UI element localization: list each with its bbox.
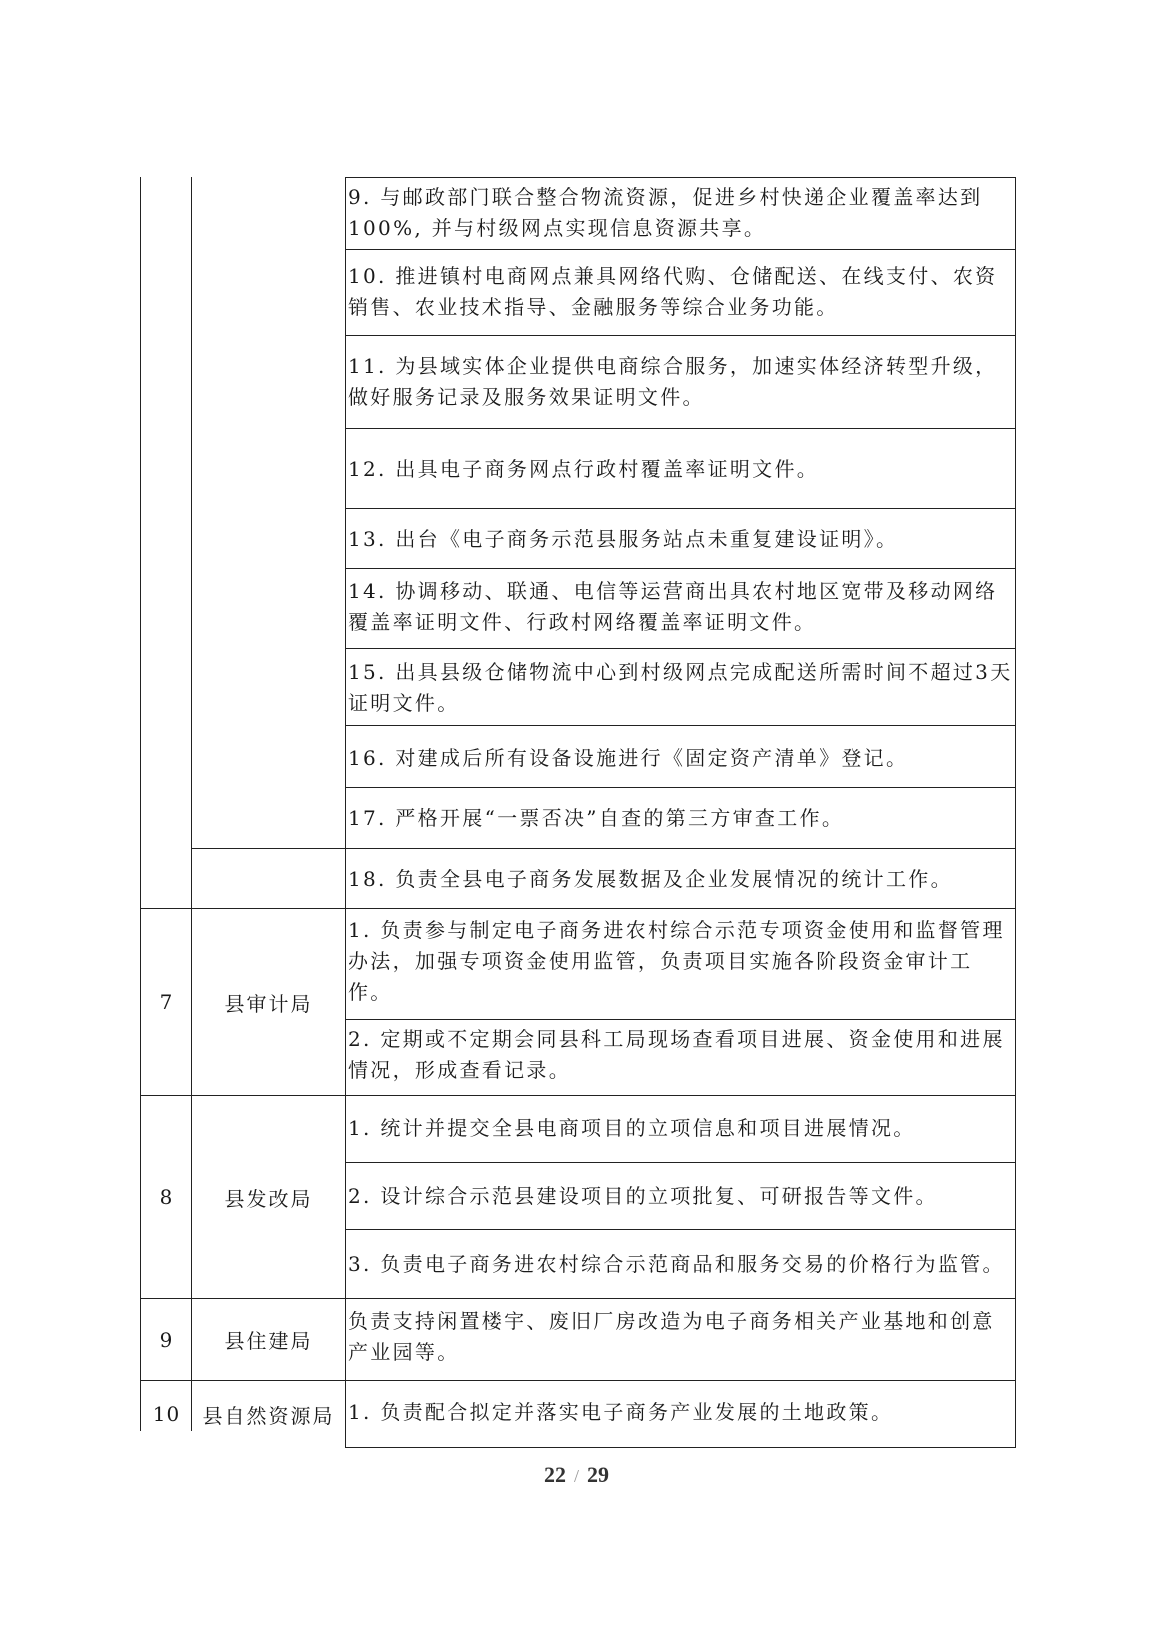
- page-separator: /: [573, 1466, 579, 1486]
- row-line: [345, 249, 1016, 250]
- table-divider-dept: [345, 177, 346, 1431]
- row-line: [345, 428, 1016, 429]
- duty-cell: 12. 出具电子商务网点行政村覆盖率证明文件。: [348, 457, 820, 481]
- duty-cell: 18. 负责全县电子商务发展数据及企业发展情况的统计工作。: [348, 867, 953, 891]
- duty-cell: 16. 对建成后所有设备设施进行《固定资产清单》登记。: [348, 746, 909, 770]
- row-line: [191, 848, 1016, 849]
- row-line: [345, 1019, 1016, 1020]
- duty-cell: 1. 负责配合拟定并落实电子商务产业发展的土地政策。: [348, 1400, 894, 1424]
- row-line: [345, 1162, 1016, 1163]
- unit-number: 7: [159, 990, 174, 1014]
- duty-cell: 17. 严格开展“一票否决”自查的第三方审查工作。: [348, 806, 845, 830]
- duty-cell: 13. 出台《电子商务示范县服务站点未重复建设证明》。: [348, 527, 899, 551]
- unit-number: 9: [159, 1327, 174, 1352]
- unit-dept: 县发改局: [224, 1186, 313, 1211]
- row-line: [345, 1229, 1016, 1230]
- row-line: [345, 787, 1016, 788]
- row-line: [345, 335, 1016, 336]
- duty-cell: 11. 为县域实体企业提供电商综合服务，加速实体经济转型升级，做好服务记录及服务效果证明文件。: [348, 354, 998, 409]
- duty-cell: 15. 出具县级仓储物流中心到村级网点完成配送所需时间不超过3天证明文件。: [348, 660, 1013, 715]
- duty-cell: 2. 定期或不定期会同县科工局现场查看项目进展、资金使用和进展情况，形成查看记录。: [348, 1027, 1005, 1082]
- page-number: [0, 1462, 1153, 1488]
- duty-cell: 14. 协调移动、联通、电信等运营商出具农村地区宽带及移动网络覆盖率证明文件、行政村网络覆盖率证明文件。: [348, 579, 998, 634]
- unit-dept: 县审计局: [224, 991, 313, 1016]
- unit-dept: 县住建局: [224, 1329, 313, 1353]
- duty-cell: 负责支持闲置楼宇、废旧厂房改造为电子商务相关产业基地和创意产业园等。: [348, 1309, 995, 1364]
- row-line: [345, 508, 1016, 509]
- unit-dept: 县自然资源局: [202, 1403, 335, 1428]
- page-current: 22: [543, 1462, 566, 1487]
- row-line: [345, 177, 1016, 178]
- duty-cell: 3. 负责电子商务进农村综合示范商品和服务交易的价格行为监管。: [348, 1252, 1005, 1276]
- row-line: [345, 725, 1016, 726]
- table-border-bottom: [345, 1447, 1016, 1448]
- duty-cell: 1. 负责参与制定电子商务进农村综合示范专项资金使用和监督管理办法，加强专项资金使用监管，负责项目实施各阶段资金审计工作。: [348, 918, 1005, 1004]
- duty-cell: 9. 与邮政部门联合整合物流资源，促进乡村快递企业覆盖率达到100%, 并与村级网点实现信息资源共享。: [348, 185, 983, 240]
- table-border-right: [1015, 177, 1016, 1431]
- duty-cell: 1. 统计并提交全县电商项目的立项信息和项目进展情况。: [348, 1116, 916, 1140]
- row-line: [345, 568, 1016, 569]
- duty-cell: 2. 设计综合示范县建设项目的立项批复、可研报告等文件。: [348, 1184, 938, 1208]
- table-divider-dept-bottom: [345, 1380, 346, 1448]
- row-line: [345, 648, 1016, 649]
- table-border-right-bottom: [1015, 1380, 1016, 1448]
- unit-number: 8: [159, 1185, 174, 1209]
- unit-number: 10: [152, 1402, 181, 1426]
- duty-cell: 10. 推进镇村电商网点兼具网络代购、仓储配送、在线支付、农资销售、农业技术指导、金融服务等综合业务功能。: [348, 264, 998, 319]
- page-total: 29: [587, 1462, 609, 1487]
